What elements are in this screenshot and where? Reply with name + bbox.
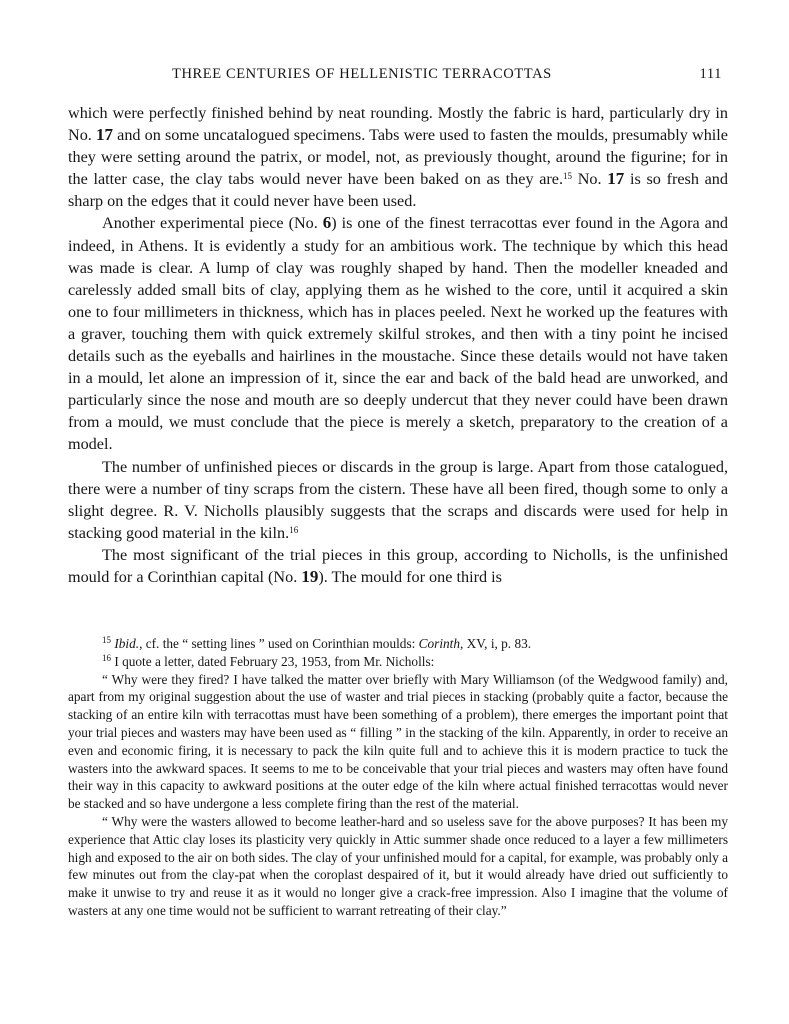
footnote-16-quote-2: “ Why were the wasters allowed to become leather-hard and so useless save for the above purposes? It has been my experience that Attic clay loses its plasticity very quickly in Attic summer shade once reduced to a layer a few millimeters high and exposed to the air on both sides. The clay of your unfinished mould for a capital, for example, was probably only a few minutes out from the clay-pat when the coroplast despaired of it, but it would already have dried out sufficiently to make it unwise to try and reuse it as it would no longer give a crack-free impression. Also I imagine that the volume of wasters at any one time would not be sufficient to warrant retreating of their clay.” [68,813,729,918]
text-run: , cf. the “ setting lines ” used on Corinthian moulds: [139,636,419,651]
footnotes [68,635,728,920]
running-title: THREE CENTURIES OF HELLENISTIC TERRACOTTAS [172,66,552,82]
catalogue-number: 17 [607,169,625,189]
text-run: I quote a letter, dated February 23, 1953, from Mr. Nicholls: [114,653,435,669]
footnote-italic: Ibid. [114,636,140,651]
paragraph-3 [68,456,728,544]
footnote-number: 16 [102,652,111,663]
text-run: The most significant of the trial pieces in this group, according to Nicholls, is the unfinished mould for a Corinthian capital (No. [68,545,728,586]
paragraph-2 [68,212,728,455]
catalogue-number: 19 [301,566,319,586]
main-text [68,102,728,588]
text-run: ). The mould for one third is [318,567,502,586]
text-run: is so fresh and sharp on the edges that it could never have been used. [68,170,728,211]
text-run: , XV, i, p. 83. [460,636,532,651]
page-number: 111 [699,66,722,82]
running-header [68,66,722,86]
footnote-15 [68,635,728,653]
text-run: No. [572,170,608,189]
footnote-16-quote-1: “ Why were they fired? I have talked the matter over briefly with Mary Williamson (of the Wedgwood family) and, apart from my original suggestion about the use of waster and trial pieces in stacking (probably quite a factor, because the stacking of an entire kiln with terracottas must have been something of a problem), there emerges the important point that your trial pieces and wasters may have been used as “ filling ” in the stacking of the kiln. Apparently, in order to receive an even and economic firing, it is necessary to pack the kiln quite full and to achieve this it is modern practice to tuck the wasters into the awkward spaces. It seems to me to be conceivable that your trial pieces and wasters may often have found their way in this capacity to awkward positions at the outer edge of the kiln where actual finished terracottas would never be stacked and so have undergone a less complete firing than the rest of the material. [68,671,728,812]
text-run: Another experimental piece (No. [102,214,323,233]
catalogue-number: 17 [95,125,113,145]
footnote-ref-15: 15 [563,171,573,182]
text-run: and on some uncatalogued specimens. Tabs were used to fasten the moulds, presumably while they were setting around the patrix, or model, not, as previously thought, around the figurine; for in the latter case, the clay tabs would never have been baked on as they are. [68,126,728,189]
footnote-italic: Corinth [418,636,461,651]
paragraph-1 [68,102,728,212]
paragraph-4 [68,544,728,588]
text-run: The number of unfinished pieces or discards in the group is large. Apart from those catalogued, there were a number of tiny scraps from the cistern. These have all been fired, though some to only a slight degree. R. V. Nicholls plausibly suggests that the scraps and discards were used for help in stacking good material in the kiln. [68,457,728,542]
text-run: which were perfectly finished behind by neat rounding. Mostly the fabric is hard, particularly dry in No. [68,104,728,145]
text-run: ) is one of the finest terracottas ever found in the Agora and indeed, in Athens. It is evidently a study for an ambitious work. The technique by which this head was made is clear. A lump of clay was roughly shaped by hand. Then the modeller kneaded and carelessly added small bits of clay, applying them as he wished to the core, until it acquired a skin one to four millimeters in thickness, which has in places peeled. Next he worked up the features with a graver, touching them with quick extremely skilful strokes, and then with a tiny point he incised details such as the eyeballs and hairlines in the moustache. Since these details would not have taken in a mould, let alone an impression of it, since the ear and back of the bald head are unworked, and particularly since the nose and mouth are so deeply undercut that they never could have been drawn from a mould, we must conclude that the piece is merely a sketch, preparatory to the creation of a model. [68,214,729,454]
footnote-number: 15 [102,635,111,646]
catalogue-number: 6 [322,213,332,233]
footnote-16 [68,653,728,671]
footnote-ref-16: 16 [289,524,299,535]
